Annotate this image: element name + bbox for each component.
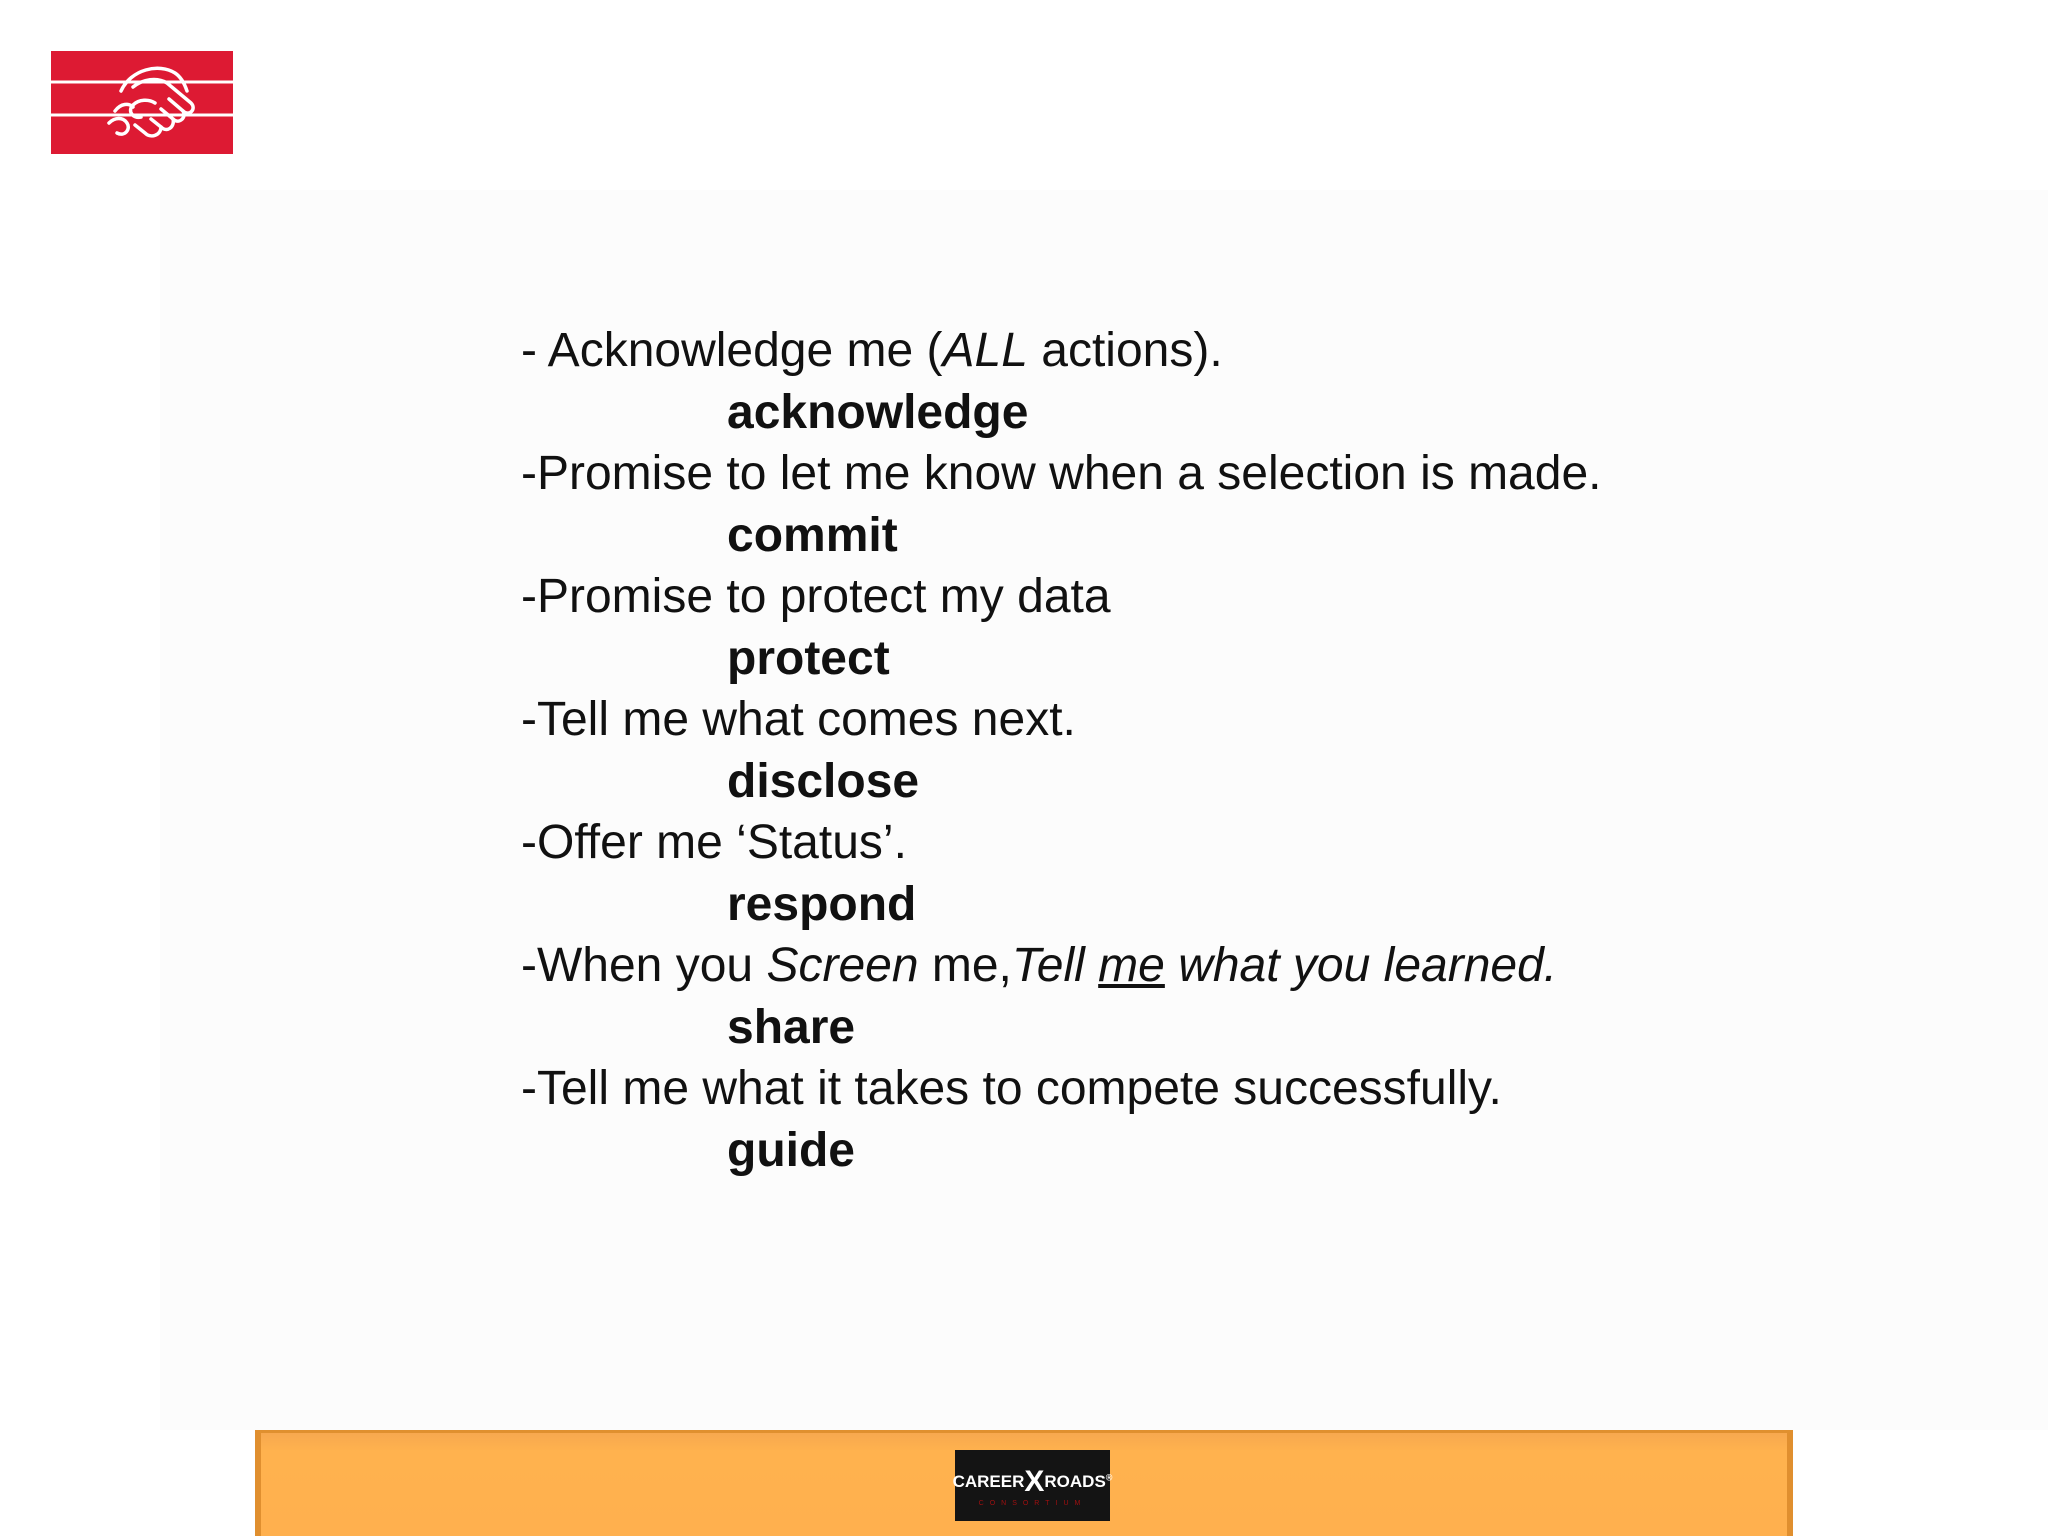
prompt-text-segment: -Tell me what it takes to compete successfully. bbox=[521, 1062, 1502, 1115]
handshake-icon bbox=[51, 51, 233, 154]
prompt-text-segment: ALL bbox=[942, 324, 1028, 377]
brand-tagline: CONSORTIUM bbox=[978, 1499, 1087, 1507]
prompt-line bbox=[521, 443, 1821, 505]
prompt-text-segment: what you learned. bbox=[1164, 939, 1558, 992]
prompt-text-segment: -When you bbox=[521, 939, 767, 992]
prompt-text-segment: actions). bbox=[1027, 324, 1223, 377]
prompt-line bbox=[521, 812, 1821, 874]
prompt-line bbox=[521, 320, 1821, 382]
verb-label: respond bbox=[727, 877, 917, 931]
expectations-list bbox=[521, 320, 1821, 1181]
verb-label: disclose bbox=[727, 754, 920, 808]
verb-label: share bbox=[727, 1000, 856, 1054]
prompt-text-segment: Screen bbox=[766, 939, 919, 992]
prompt-text-segment: -Promise to protect my data bbox=[521, 570, 1111, 623]
prompt-text-segment: me, bbox=[918, 939, 1012, 992]
prompt-text-segment: me bbox=[1098, 939, 1165, 992]
careerxroads-logo bbox=[952, 1450, 1113, 1521]
prompt-text-segment: -Promise to let me know when a selection is made. bbox=[521, 447, 1602, 500]
prompt-text-segment: Tell bbox=[1011, 939, 1099, 992]
prompt-text-segment: -Tell me what comes next. bbox=[521, 693, 1076, 746]
brand-wordmark: CAREERXROADS® bbox=[952, 1464, 1113, 1498]
prompt-text-segment: -Offer me ‘Status’. bbox=[521, 816, 907, 869]
verb-label: commit bbox=[727, 508, 898, 562]
prompt-line bbox=[521, 689, 1821, 751]
verb-label: protect bbox=[727, 631, 890, 685]
handshake-logo bbox=[51, 51, 233, 154]
prompt-text-segment: - Acknowledge me ( bbox=[521, 324, 943, 377]
verb-label: acknowledge bbox=[727, 385, 1029, 439]
verb-label: guide bbox=[727, 1123, 855, 1177]
prompt-line bbox=[521, 935, 1821, 997]
prompt-line bbox=[521, 1058, 1821, 1120]
prompt-line bbox=[521, 566, 1821, 628]
